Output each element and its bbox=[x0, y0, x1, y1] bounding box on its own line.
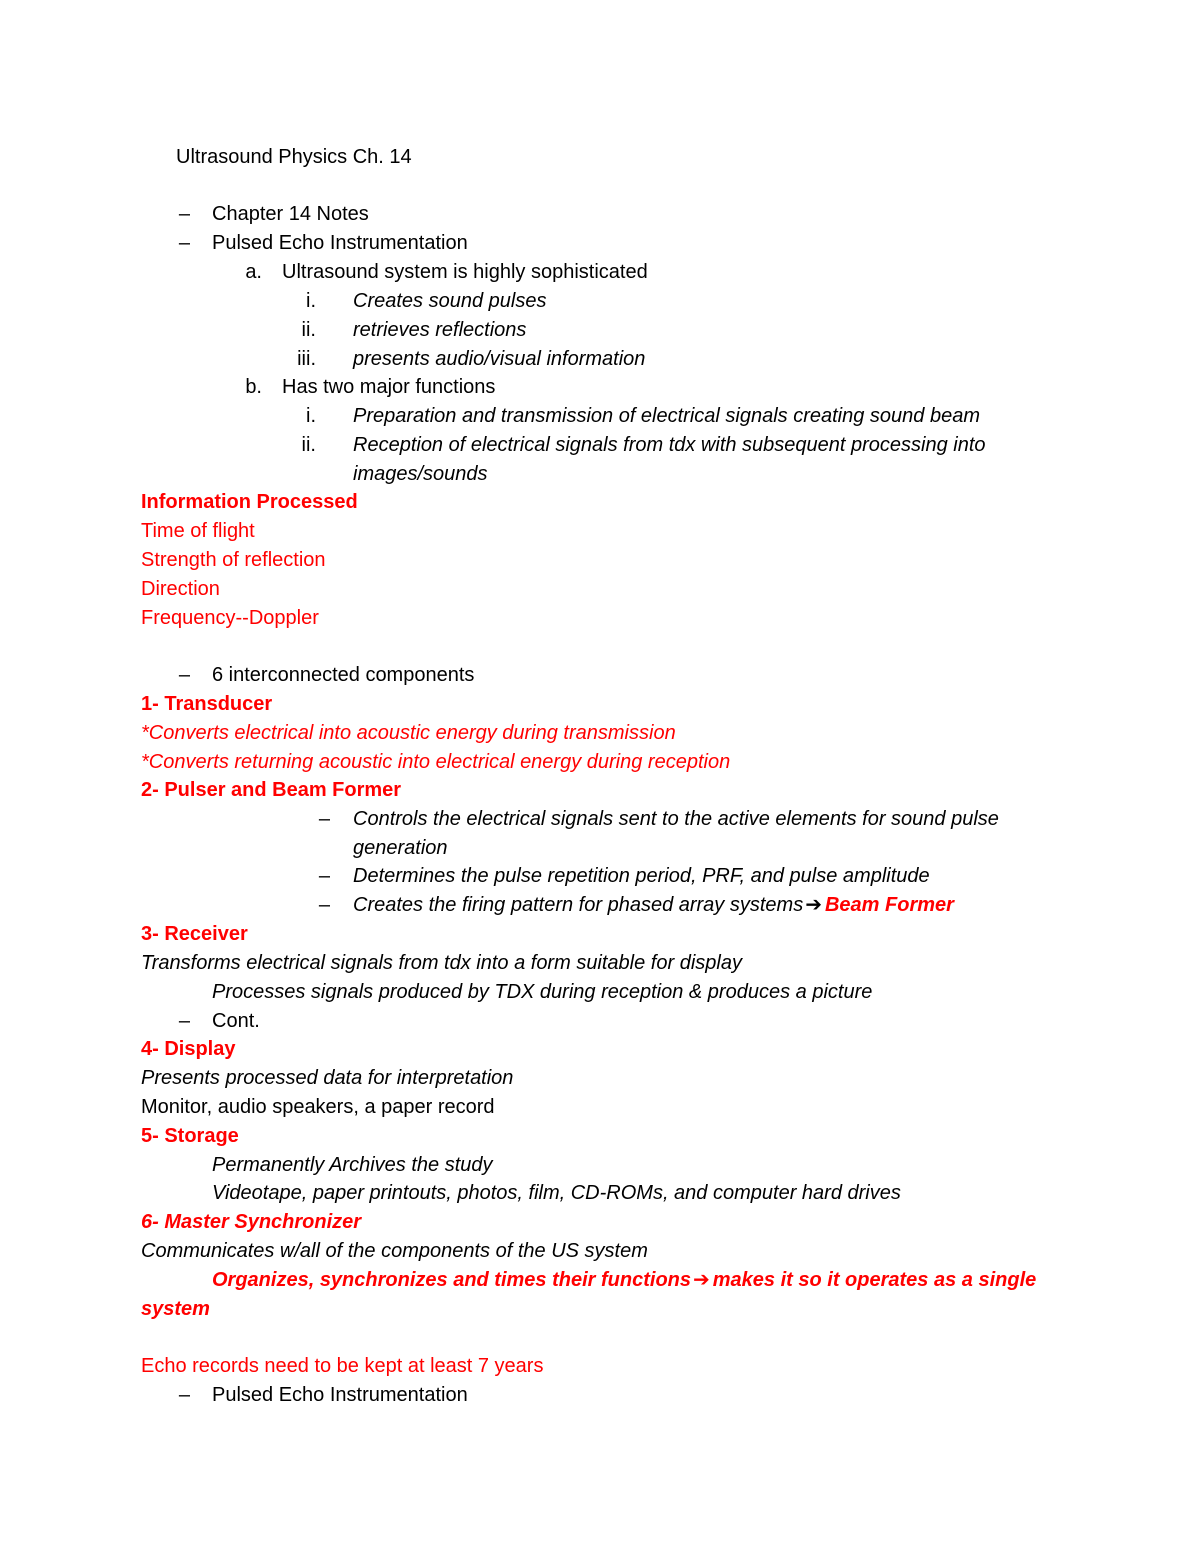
ultrasound-system-line: Ultrasound system is highly sophisticated bbox=[282, 261, 648, 283]
transducer-line: *Converts returning acoustic into electrical energy during reception bbox=[141, 751, 731, 773]
receiver-heading: 3- Receiver bbox=[141, 923, 248, 945]
dash-bullet: – bbox=[318, 865, 330, 887]
dash-bullet: – bbox=[318, 894, 330, 916]
master-sync-red-continuation: system bbox=[141, 1298, 210, 1320]
single-system-text: makes it so it operates as a single bbox=[712, 1269, 1037, 1291]
receiver-sub-line: Processes signals produced by TDX during reception & produces a picture bbox=[212, 981, 873, 1003]
dash-bullet: – bbox=[178, 203, 190, 225]
list-marker-roman: ii. bbox=[301, 319, 316, 341]
storage-line: Permanently Archives the study bbox=[212, 1154, 493, 1176]
arrow-right-icon: ➔ bbox=[693, 1269, 710, 1291]
pulser-item: Determines the pulse repetition period, PRF, and pulse amplitude bbox=[353, 865, 930, 887]
two-functions-line: Has two major functions bbox=[282, 376, 496, 398]
list-item: Reception of electrical signals from tdx with subsequent processing into bbox=[353, 434, 986, 456]
display-devices-line: Monitor, audio speakers, a paper record bbox=[141, 1096, 495, 1118]
list-marker-b: b. bbox=[245, 376, 262, 398]
list-item-continuation: images/sounds bbox=[353, 463, 488, 485]
organizes-text: Organizes, synchronizes and times their functions bbox=[212, 1269, 691, 1291]
list-marker-roman: ii. bbox=[301, 434, 316, 456]
pulser-item: Controls the electrical signals sent to the active elements for sound pulse bbox=[353, 808, 999, 830]
list-marker-roman: iii. bbox=[297, 348, 316, 370]
dash-bullet: – bbox=[178, 1010, 190, 1032]
info-item: Direction bbox=[141, 578, 220, 600]
info-processed-heading: Information Processed bbox=[141, 491, 358, 513]
pulser-heading: 2- Pulser and Beam Former bbox=[141, 779, 402, 801]
master-sync-heading: 6- Master Synchronizer bbox=[141, 1211, 362, 1233]
info-item: Strength of reflection bbox=[141, 549, 326, 571]
list-item: retrieves reflections bbox=[353, 319, 527, 341]
info-item: Frequency--Doppler bbox=[141, 607, 319, 629]
list-item: Preparation and transmission of electrical signals creating sound beam bbox=[353, 405, 981, 427]
master-sync-red-line bbox=[212, 1266, 1036, 1294]
master-sync-line: Communicates w/all of the components of the US system bbox=[141, 1240, 648, 1262]
display-heading: 4- Display bbox=[141, 1038, 236, 1060]
beam-former-label: Beam Former bbox=[824, 894, 954, 916]
storage-heading: 5- Storage bbox=[141, 1125, 239, 1147]
firing-pattern-text: Creates the firing pattern for phased array systems bbox=[353, 894, 804, 916]
storage-line: Videotape, paper printouts, photos, film, CD-ROMs, and computer hard drives bbox=[212, 1182, 901, 1204]
list-marker-roman: i. bbox=[306, 405, 316, 427]
dash-bullet: – bbox=[178, 664, 190, 686]
six-components-line: 6 interconnected components bbox=[212, 664, 475, 686]
list-item: Creates sound pulses bbox=[353, 290, 547, 312]
dash-bullet: – bbox=[178, 1384, 190, 1406]
chapter-notes: Chapter 14 Notes bbox=[212, 203, 369, 225]
display-line: Presents processed data for interpretation bbox=[141, 1067, 514, 1089]
doc-title: Ultrasound Physics Ch. 14 bbox=[176, 146, 412, 168]
pulsed-echo-heading-2: Pulsed Echo Instrumentation bbox=[212, 1384, 468, 1406]
dash-bullet: – bbox=[318, 808, 330, 830]
arrow-right-icon: ➔ bbox=[805, 894, 822, 916]
receiver-line: Transforms electrical signals from tdx into a form suitable for display bbox=[141, 952, 742, 974]
pulser-item-continuation: generation bbox=[353, 837, 448, 859]
list-marker-roman: i. bbox=[306, 290, 316, 312]
transducer-heading: 1- Transducer bbox=[141, 693, 273, 715]
pulsed-echo-heading: Pulsed Echo Instrumentation bbox=[212, 232, 468, 254]
cont-line: Cont. bbox=[212, 1010, 260, 1032]
dash-bullet: – bbox=[178, 232, 190, 254]
echo-records-line: Echo records need to be kept at least 7 years bbox=[141, 1355, 544, 1377]
transducer-line: *Converts electrical into acoustic energy during transmission bbox=[141, 722, 676, 744]
list-marker-a: a. bbox=[245, 261, 262, 283]
pulser-item-firing bbox=[353, 891, 954, 919]
info-item: Time of flight bbox=[141, 520, 255, 542]
list-item: presents audio/visual information bbox=[353, 348, 646, 370]
